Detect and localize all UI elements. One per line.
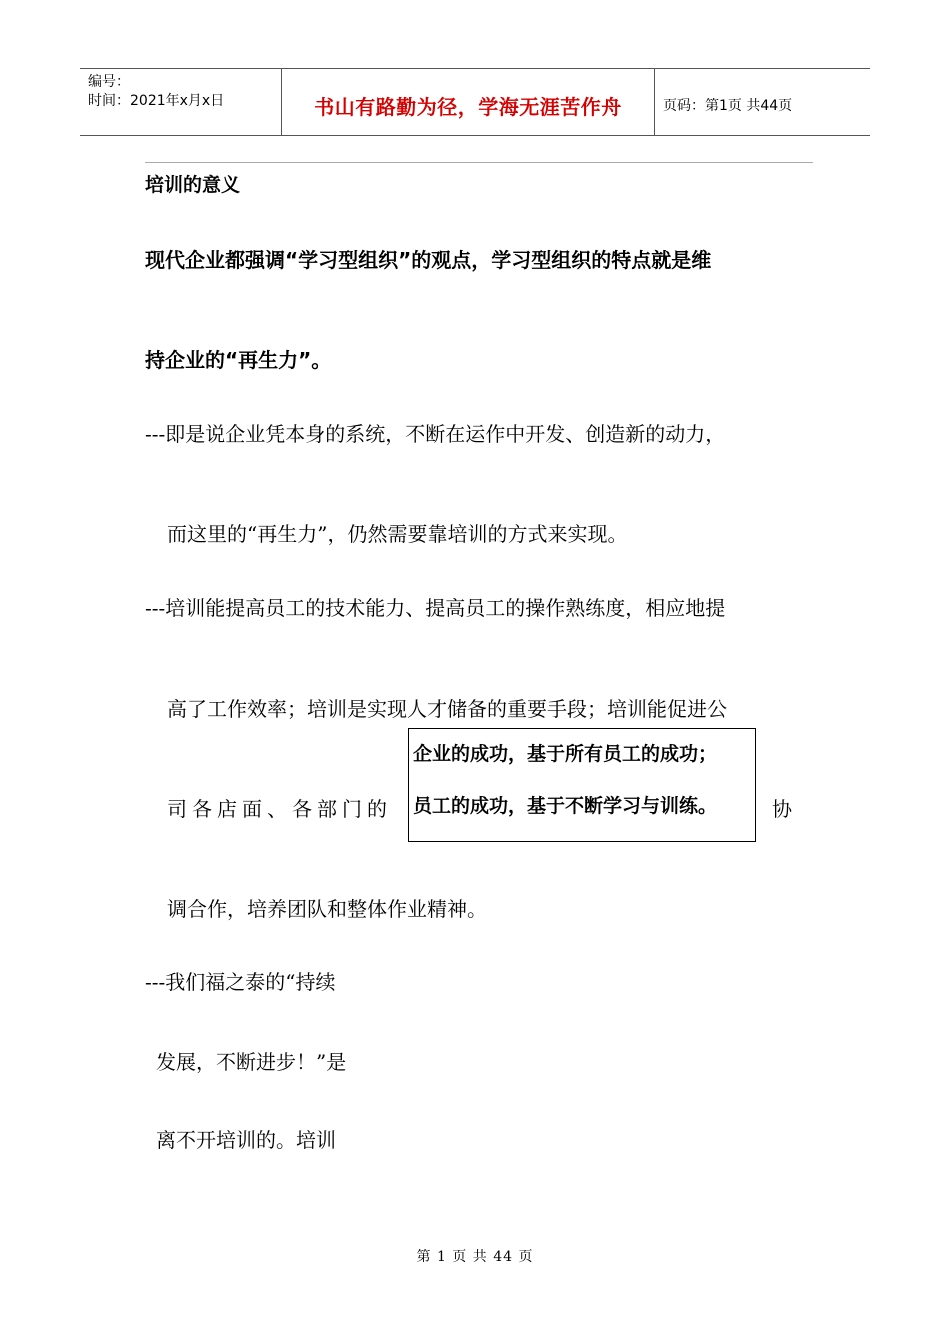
para1-line1: 现代企业都强调“学习型组织”的观点，学习型组织的特点就是维	[145, 248, 712, 272]
para3-line2: 高了工作效率；培训是实现人才储备的重要手段；培训能促进公	[167, 697, 727, 721]
para1-line2: 持企业的“再生力”。	[145, 348, 332, 372]
para3-line4: 调合作，培养团队和整体作业精神。	[167, 897, 487, 921]
number-label: 编号：	[88, 74, 130, 90]
para4-line3: 离不开培训的。培训	[156, 1128, 336, 1152]
header-motto-cell	[282, 69, 655, 135]
para3-line1: ---培训能提高员工的技术能力、提高员工的操作熟练度，相应地提	[145, 596, 726, 620]
motto-text: 书山有路勤为径，学海无涯苦作舟	[314, 94, 622, 119]
header-page-cell	[655, 69, 870, 135]
para4-line1: ---我们福之泰的“持续	[145, 970, 336, 994]
para3-line3-left: 司各店面、各部门的	[167, 797, 392, 821]
section-title: 培训的意义	[145, 174, 241, 196]
quote-textbox	[408, 728, 756, 842]
document-header	[80, 68, 870, 136]
quote-line2: 员工的成功，基于不断学习与训练。	[413, 795, 718, 817]
para4-line2: 发展，不断进步！”是	[156, 1050, 347, 1074]
para2-line2: 而这里的“再生力”，仍然需要靠培训的方式来实现。	[167, 522, 628, 546]
para2-line1: ---即是说企业凭本身的系统，不断在运作中开发、创造新的动力，	[145, 422, 726, 446]
page-code: 页码：第1页 共44页	[663, 98, 793, 114]
para3-line3-right: 协	[772, 797, 792, 821]
quote-line1: 企业的成功，基于所有员工的成功；	[413, 743, 718, 765]
time-label: 时间：2021年x月x日	[88, 93, 225, 109]
separator-line	[145, 162, 813, 163]
page-footer: 第 1 页 共 44 页	[416, 1249, 534, 1265]
header-meta-cell	[80, 69, 282, 135]
